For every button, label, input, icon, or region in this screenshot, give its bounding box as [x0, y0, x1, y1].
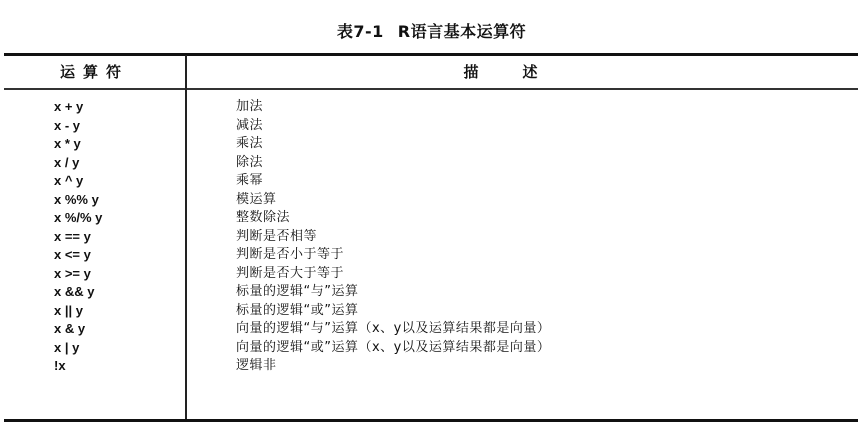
table-row [0, 320, 863, 339]
description-cell: 模运算 [236, 191, 277, 207]
table-row [0, 283, 863, 302]
operator-cell: x & y [54, 321, 86, 336]
table-row [0, 117, 863, 136]
description-cell: 逻辑非 [236, 358, 277, 373]
operator-cell: x >= y [54, 265, 91, 281]
table-row [0, 357, 863, 376]
operator-cell: x / y [54, 154, 80, 170]
description-cell: 乘幂 [236, 173, 264, 188]
table-row [0, 265, 863, 284]
description-cell: 判断是否小于等于 [236, 247, 345, 262]
description-cell: 标量的逻辑“或”运算 [236, 302, 359, 318]
description-cell: 标量的逻辑“与”运算 [236, 284, 359, 299]
description-cell: 向量的逻辑“或”运算（x、y以及运算结果都是向量） [236, 339, 551, 355]
table-row [0, 209, 863, 228]
operator-cell: x | y [54, 339, 80, 355]
operator-cell: x %/% y [54, 210, 103, 225]
operator-cell: x || y [54, 302, 83, 318]
table-row [0, 339, 863, 358]
table-caption [0, 19, 863, 42]
table-body [0, 98, 863, 376]
operator-cell: !x [54, 358, 66, 373]
header-description: 描述 [463, 63, 582, 81]
operator-cell: x - y [54, 117, 81, 133]
table-top-rule [4, 53, 858, 56]
description-cell: 判断是否大于等于 [236, 265, 345, 281]
header-operator: 运算符 [59, 63, 129, 81]
table-row [0, 246, 863, 265]
table-row [0, 228, 863, 247]
operator-cell: x %% y [54, 191, 99, 207]
operator-cell: x ^ y [54, 173, 84, 188]
operator-cell: x && y [54, 284, 95, 299]
table-row [0, 302, 863, 321]
table-row [0, 172, 863, 191]
operator-cell: x * y [54, 136, 81, 151]
table-row [0, 154, 863, 173]
table-header-rule [4, 88, 858, 90]
operator-cell: x <= y [54, 247, 91, 262]
description-cell: 向量的逻辑“与”运算（x、y以及运算结果都是向量） [236, 321, 551, 336]
table-title: R语言基本运算符 [397, 22, 527, 41]
table-row [0, 135, 863, 154]
description-cell: 加法 [236, 99, 264, 114]
description-cell: 整数除法 [236, 210, 291, 225]
description-cell: 乘法 [236, 136, 264, 151]
table-row [0, 191, 863, 210]
table-number: 表7-1 [336, 22, 384, 41]
description-cell: 判断是否相等 [236, 228, 318, 244]
table-bottom-rule [4, 419, 858, 422]
description-cell: 减法 [236, 117, 264, 133]
table-row [0, 98, 863, 117]
operator-cell: x + y [54, 99, 84, 114]
operator-cell: x == y [54, 228, 91, 244]
description-cell: 除法 [236, 154, 264, 170]
